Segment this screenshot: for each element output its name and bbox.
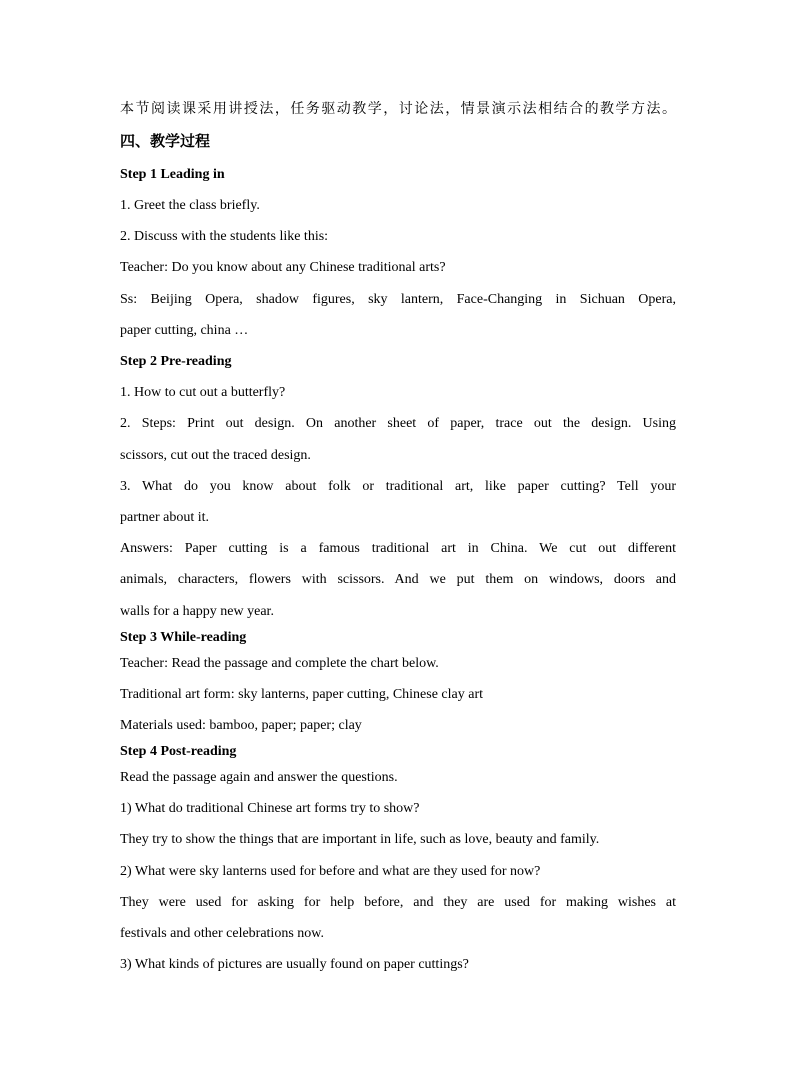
step-4-line: 3) What kinds of pictures are usually found on paper cuttings? (120, 957, 469, 972)
step-4-line: They try to show the things that are important in life, such as love, beauty and family. (120, 832, 600, 847)
step-2-line: 3. What do you know about folk or traditional art, like paper cutting? Tell your (120, 479, 676, 494)
intro-paragraph: 本节阅读课采用讲授法，任务驱动教学，讨论法，情景演示法相结合的教学方法。 (120, 102, 676, 117)
step-2-line: animals, characters, flowers with scissors. And we put them on windows, doors and (120, 572, 676, 587)
step-1-line: 2. Discuss with the students like this: (120, 229, 329, 244)
step-2-heading: Step 2 Pre-reading (120, 354, 232, 369)
step-4-line: They were used for asking for help before, and they are used for making wishes at (120, 895, 676, 910)
step-1-line: paper cutting, china … (120, 323, 249, 338)
step-4-heading: Step 4 Post-reading (120, 744, 237, 759)
step-4-line: Read the passage again and answer the questions. (120, 770, 398, 785)
step-3-line: Traditional art form: sky lanterns, paper cutting, Chinese clay art (120, 687, 484, 702)
step-2-line: 2. Steps: Print out design. On another sheet of paper, trace out the design. Using (120, 416, 676, 431)
step-4-line: 2) What were sky lanterns used for before and what are they used for now? (120, 864, 541, 879)
step-4-line: 1) What do traditional Chinese art forms try to show? (120, 801, 420, 816)
step-2-line: 1. How to cut out a butterfly? (120, 385, 286, 400)
step-4-line: festivals and other celebrations now. (120, 926, 324, 941)
step-1-line: Ss: Beijing Opera, shadow figures, sky lantern, Face-Changing in Sichuan Opera, (120, 292, 676, 307)
step-2-line: scissors, cut out the traced design. (120, 448, 311, 463)
step-3-line: Materials used: bamboo, paper; paper; clay (120, 718, 362, 733)
section-title: 四、教学过程 (120, 134, 211, 150)
step-3-line: Teacher: Read the passage and complete the chart below. (120, 656, 439, 671)
step-1-line: 1. Greet the class briefly. (120, 198, 260, 213)
step-2-line: Answers: Paper cutting is a famous traditional art in China. We cut out different (120, 541, 676, 556)
step-2-line: partner about it. (120, 510, 210, 525)
step-1-line: Teacher: Do you know about any Chinese traditional arts? (120, 260, 446, 275)
step-3-heading: Step 3 While-reading (120, 630, 247, 645)
step-1-heading: Step 1 Leading in (120, 167, 225, 182)
step-2-line: walls for a happy new year. (120, 604, 274, 619)
